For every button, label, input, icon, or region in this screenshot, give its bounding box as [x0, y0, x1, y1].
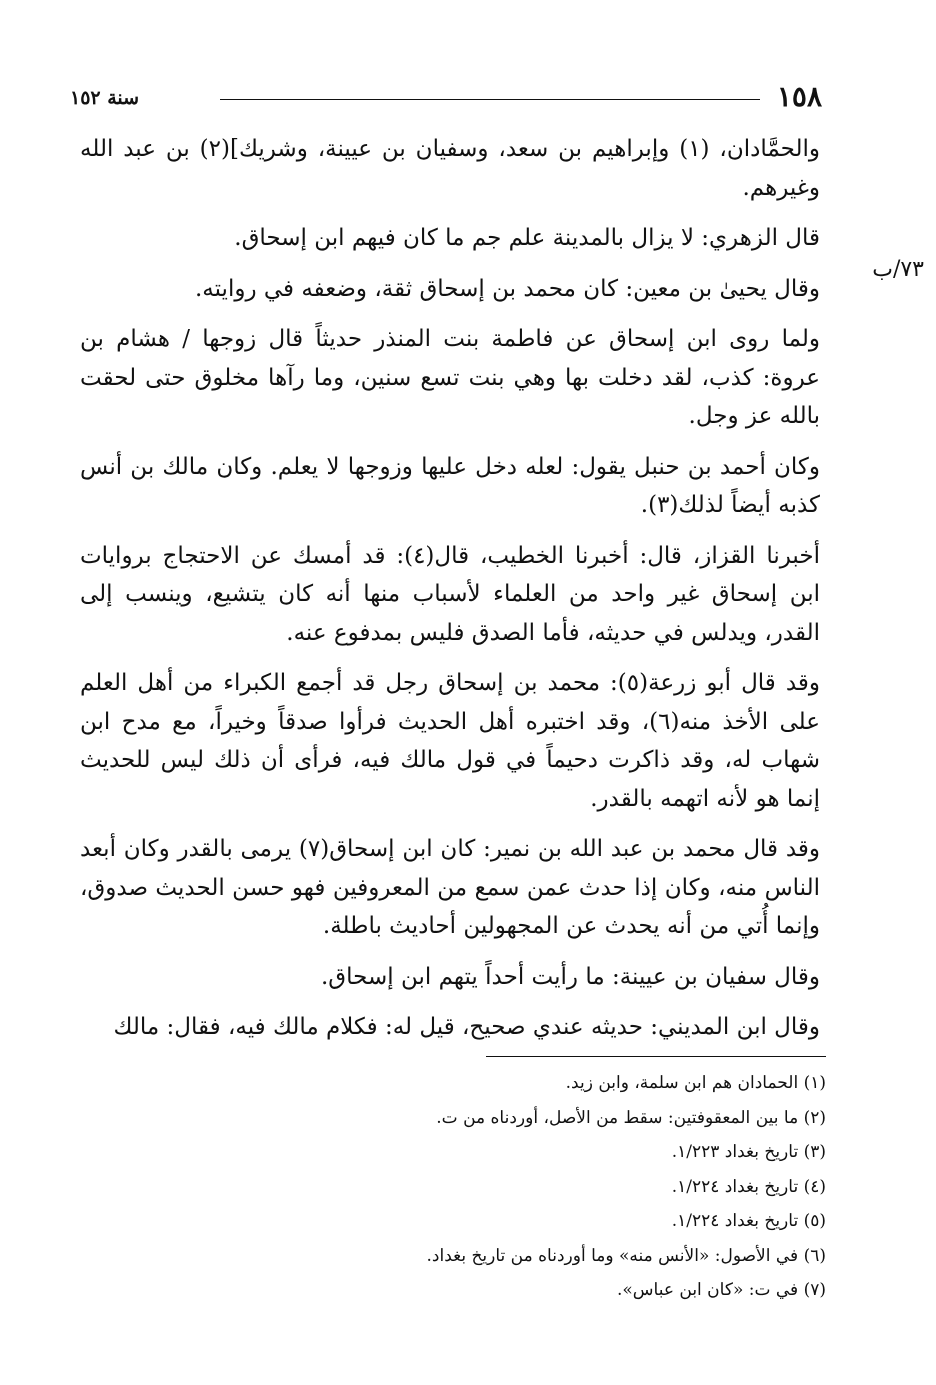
paragraph: ولما روى ابن إسحاق عن فاطمة بنت المنذر حديثاً قال زوجها / هشام بن عروة: كذب، لقد دخلت بها وهي بنت تسع سنين، وما رآها مخلوق حتى لحقت بالله عز وجل. — [80, 326, 820, 429]
page-number: ١٥٨ — [776, 80, 822, 113]
running-head: سنة ١٥٢ — [70, 87, 140, 109]
paragraph: أخبرنا القزاز، قال: أخبرنا الخطيب، قال(٤): قد أمسك عن الاحتجاج بروايات ابن إسحاق غير واحد من العلماء لأسباب منها أنه كان يتشيع، وينسب إلى القدر، ويدلس في حديثه، فأما الصدق فليس بمدفوع عنه. — [80, 542, 820, 646]
paragraph: والحمَّادان، (١) وإبراهيم بن سعد، وسفيان بن عيينة، وشريك](٢) بن عبد الله وغيرهم. — [80, 136, 821, 201]
paragraph: وقد قال محمد بن عبد الله بن نمير: كان ابن إسحاق(٧) يرمى بالقدر وكان أبعد الناس منه، وكان إذا حدث عمن سمع من المعروفين فهو حسن الحديث صدوق، وإنما أُتي من أنه يحدث عن المجهولين أحاديث باطلة. — [80, 836, 820, 939]
footnote: (٦) في الأصول: «الأنس منه» وما أوردناه من تاريخ بغداد. — [426, 1245, 826, 1266]
paragraph: قال الزهري: لا يزال بالمدينة علم جم ما كان فيهم ابن إسحاق. — [234, 225, 820, 251]
margin-folio-note: ٧٣/ب — [872, 257, 924, 282]
paragraph: وقال يحيىٰ بن معين: كان محمد بن إسحاق ثقة، وضعفه في روايته. — [194, 275, 820, 302]
paragraph: وقال ابن المديني: حديثه عندي صحيح، قيل له: فكلام مالك فيه، فقال: مالك — [113, 1014, 820, 1040]
footnote: (٢) ما بين المعقوفتين: سقط من الأصل، أوردناه من ت. — [436, 1107, 826, 1128]
footnote: (١) الحمادان هم ابن سلمة، وابن زيد. — [565, 1073, 826, 1093]
paragraph: وقد قال أبو زرعة(٥): محمد بن إسحاق رجل قد أجمع الكبراء من أهل العلم على الأخذ منه(٦)، وقد اختبره أهل الحديث فرأوا صدقاً وخيراً، مع مدح ابن شهاب له، وقد ذاكرت دحيماً في قول مالك فيه، فرأى أن ذلك ليس للحديث إنما هو لأنه اتهمه بالقدر. — [80, 670, 820, 812]
main-text — [80, 130, 820, 1059]
page-header — [70, 80, 822, 114]
footnotes — [266, 1066, 826, 1308]
paragraph: وقال سفيان بن عيينة: ما رأيت أحداً يتهم ابن إسحاق. — [320, 963, 820, 990]
footnote: (٥) تاريخ بغداد ١/٢٢٤. — [671, 1211, 826, 1231]
footnote: (٧) في ت: «كان ابن عباس». — [616, 1280, 826, 1300]
footnote: (٤) تاريخ بغداد ١/٢٢٤. — [671, 1176, 826, 1197]
footnote-separator — [486, 1056, 826, 1057]
footnote: (٣) تاريخ بغداد ١/٢٢٣. — [671, 1142, 826, 1162]
paragraph: وكان أحمد بن حنبل يقول: لعله دخل عليها وزوجها لا يعلم. وكان مالك بن أنس كذبه أيضاً لذلك(٣). — [80, 453, 820, 518]
header-rule — [220, 99, 760, 100]
